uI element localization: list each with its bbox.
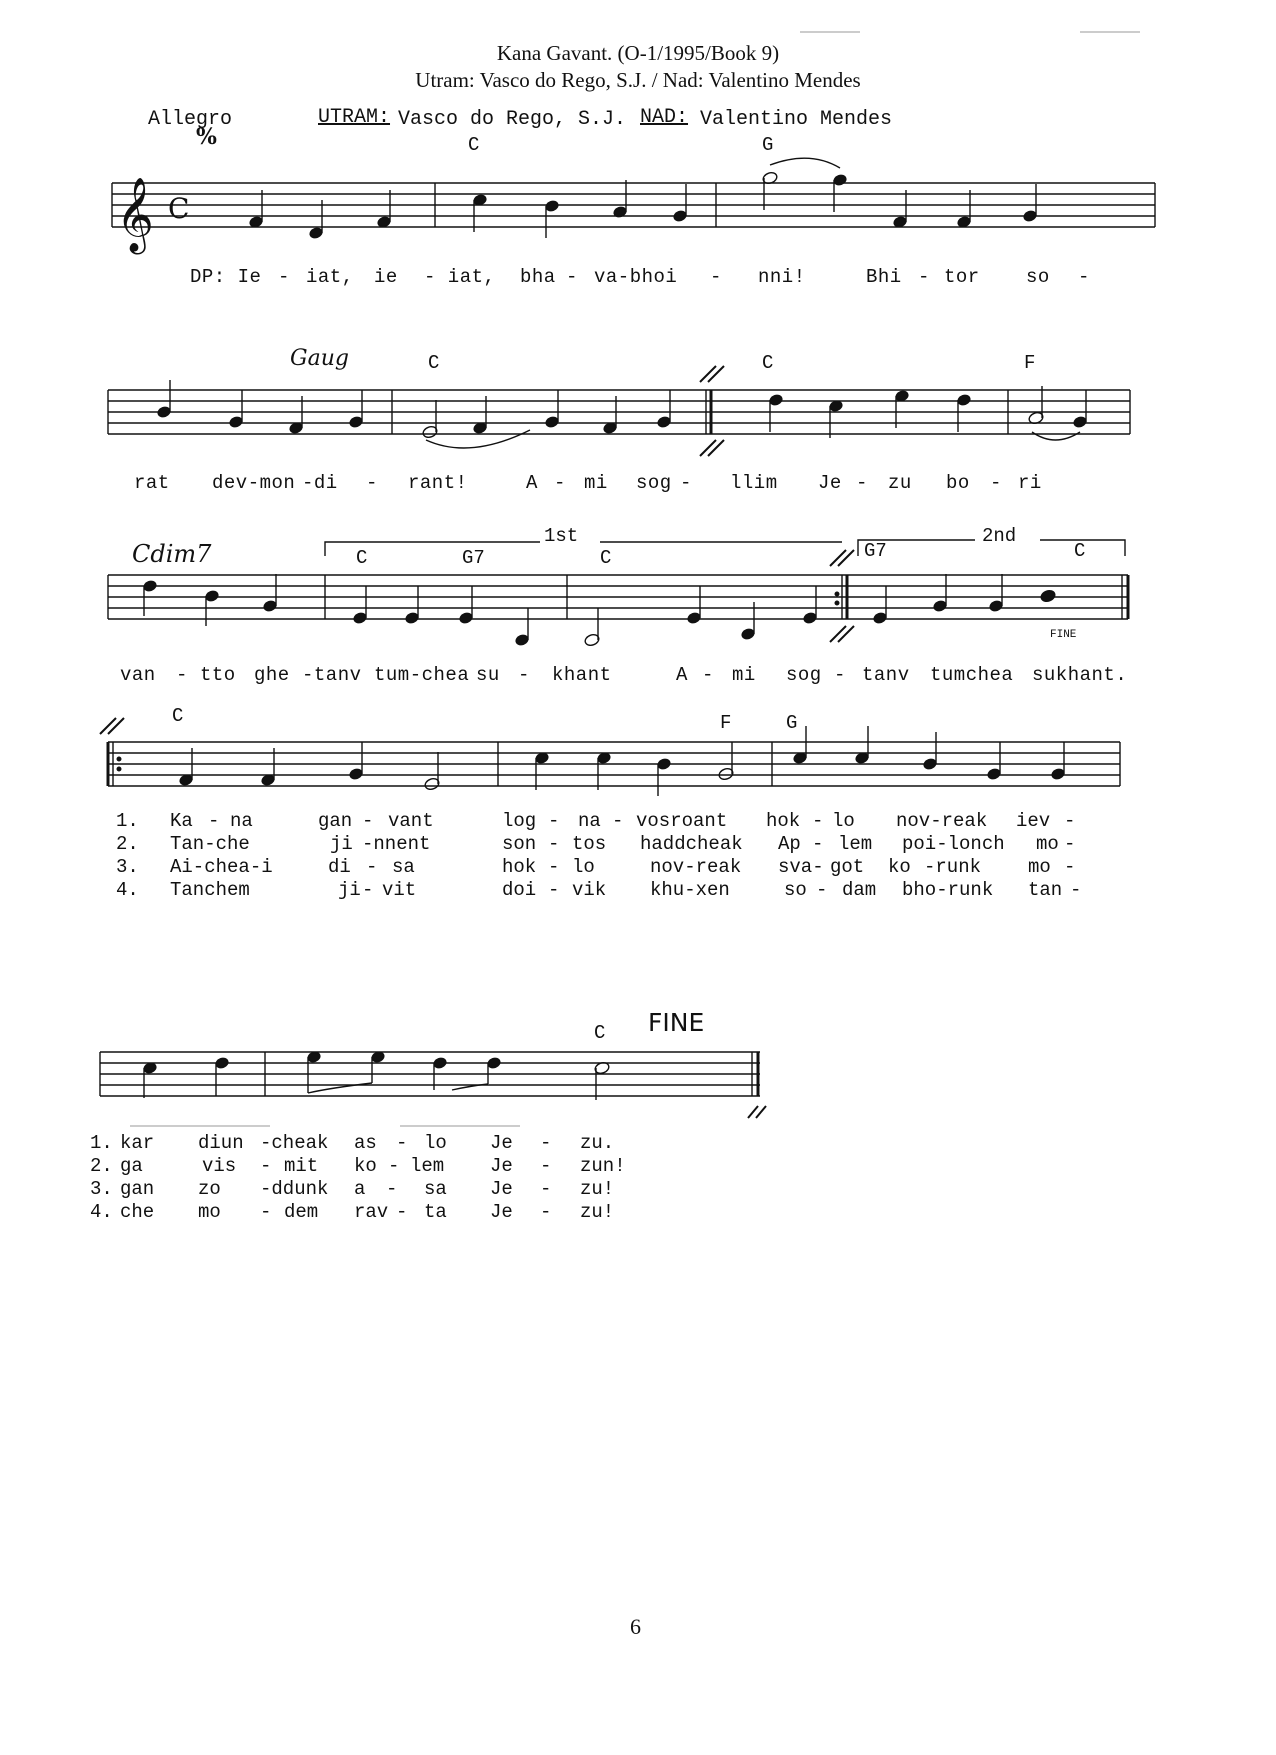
lyric-word: - iat, xyxy=(424,266,496,288)
notes-system-3 xyxy=(143,574,1056,647)
lyric-word: nov-reak xyxy=(650,856,742,878)
lyric-word: tto xyxy=(200,664,236,686)
lyric-word: so xyxy=(784,879,807,901)
lyric-word: mi xyxy=(732,664,756,686)
chord-symbol: C xyxy=(1074,540,1086,562)
lyric-word: -runk xyxy=(924,856,982,878)
verse-line-1 xyxy=(90,1132,790,1155)
tempo-marking: Allegro xyxy=(148,108,233,131)
lyric-word: mo xyxy=(198,1201,221,1223)
staff-system-1 xyxy=(112,183,1155,227)
lyric-word: - xyxy=(366,856,378,878)
lyric-word: iat, xyxy=(306,266,354,288)
lyric-word: mit xyxy=(284,1155,319,1177)
lyric-word: - xyxy=(680,472,692,494)
lyric-word: ji xyxy=(330,833,353,855)
lyric-word: - xyxy=(612,810,624,832)
lyric-word: - xyxy=(990,472,1002,494)
lyric-word: tan xyxy=(1028,879,1063,901)
lyric-word: haddcheak xyxy=(640,833,743,855)
lyric-word: lo xyxy=(572,856,595,878)
chord-symbol: G7 xyxy=(864,540,887,562)
lyric-word: - xyxy=(1064,810,1076,832)
page-number: 6 xyxy=(630,1614,641,1639)
lyric-word: ri xyxy=(1018,472,1042,494)
lyric-word: - xyxy=(812,810,824,832)
verse-number: 4. xyxy=(116,879,139,901)
lyric-word: Je xyxy=(490,1178,513,1200)
utram-label: UTRAM: xyxy=(318,106,391,129)
chord-symbol: F xyxy=(720,712,732,734)
lyric-word: - xyxy=(396,1201,408,1223)
lyric-word: as xyxy=(354,1132,377,1154)
lyric-word: Je xyxy=(490,1201,513,1223)
lyric-word: - xyxy=(278,266,290,288)
lyric-word: dev-mon xyxy=(212,472,296,494)
lyric-word: khu-xen xyxy=(650,879,730,901)
lyric-word: got xyxy=(830,856,865,878)
lyric-word: mo xyxy=(1036,833,1059,855)
lyric-word: - xyxy=(540,1155,552,1177)
lyric-word: - xyxy=(1078,266,1090,288)
lyric-word: vis xyxy=(202,1155,237,1177)
lyric-word: tor xyxy=(944,266,980,288)
lyric-word: Je xyxy=(490,1132,513,1154)
lyric-word: dem xyxy=(284,1201,319,1223)
lyric-word: Tan-che xyxy=(170,833,250,855)
lyric-word: - xyxy=(834,664,846,686)
lyric-word: - xyxy=(176,664,188,686)
lyric-word: zu! xyxy=(580,1201,615,1223)
lyric-word: diun xyxy=(198,1132,244,1154)
lyric-word: - xyxy=(816,879,828,901)
verse-line-1 xyxy=(116,810,1116,833)
lyric-word: -ddunk xyxy=(260,1178,329,1200)
lyric-word: -cheak xyxy=(260,1132,329,1154)
lyric-word: vit xyxy=(382,879,417,901)
lyric-word: - xyxy=(540,1132,552,1154)
verse-line-4 xyxy=(116,879,1116,902)
verses-system-5 xyxy=(90,1132,790,1228)
lyric-word: na xyxy=(230,810,253,832)
verse-number: 3. xyxy=(90,1178,113,1200)
lyric-word: - xyxy=(548,879,560,901)
lyric-word: lo xyxy=(832,810,855,832)
lyric-word: Bhi xyxy=(866,266,902,288)
staff-system-5 xyxy=(100,1052,760,1096)
lyric-word: bo xyxy=(946,472,970,494)
verses-system-4 xyxy=(116,810,1116,906)
lyric-word: DP: Ie xyxy=(190,266,262,288)
lyric-word: - xyxy=(518,664,530,686)
lyric-word: gan xyxy=(120,1178,155,1200)
fine-mark: FINE xyxy=(648,1008,705,1037)
lyric-word: nni! xyxy=(758,266,806,288)
lyric-word: lem xyxy=(410,1155,445,1177)
lyric-word: - xyxy=(362,810,374,832)
verse-line-2 xyxy=(90,1155,790,1178)
lyric-word: - xyxy=(1064,856,1076,878)
lyric-word: sukhant. xyxy=(1032,664,1128,686)
lyric-word: zu! xyxy=(580,1178,615,1200)
lyric-word: vosroant xyxy=(636,810,728,832)
lyric-word: - xyxy=(702,664,714,686)
lyric-word: van xyxy=(120,664,156,686)
utram-name: Vasco do Rego, S.J. xyxy=(398,108,627,131)
verse-number: 3. xyxy=(116,856,139,878)
lyric-word: ga xyxy=(120,1155,143,1177)
lyric-word: A xyxy=(526,472,538,494)
verse-number: 2. xyxy=(116,833,139,855)
verse-number: 4. xyxy=(90,1201,113,1223)
staff-system-4 xyxy=(108,742,1120,786)
lyric-word: tumchea xyxy=(930,664,1014,686)
chord-symbol: C xyxy=(594,1022,606,1044)
lyric-word: rant! xyxy=(408,472,468,494)
lyric-word: ji xyxy=(338,879,361,901)
lyric-word: log xyxy=(502,810,537,832)
lyric-word: ie xyxy=(374,266,398,288)
lyric-word: A xyxy=(676,664,688,686)
lyric-word: - xyxy=(554,472,566,494)
lyric-word: bha xyxy=(520,266,556,288)
lyric-word: - xyxy=(260,1155,272,1177)
second-ending-label: 2nd xyxy=(982,525,1017,547)
first-ending-label: 1st xyxy=(544,525,579,547)
lyric-word: dam xyxy=(842,879,877,901)
lyric-word: - xyxy=(710,266,722,288)
lyric-word: zu xyxy=(888,472,912,494)
segno-sign: % xyxy=(196,124,217,150)
nad-label: NAD: xyxy=(640,106,689,129)
chord-symbol-handwritten: Cdim7 xyxy=(132,540,212,568)
lyric-word: - xyxy=(566,266,578,288)
chord-symbol: G7 xyxy=(462,547,485,569)
lyric-word: - xyxy=(362,879,374,901)
lyric-word: Ka xyxy=(170,810,193,832)
lyric-word: - xyxy=(548,856,560,878)
svg-text:C: C xyxy=(168,192,190,225)
lyric-word: rav xyxy=(354,1201,389,1223)
verse-number: 1. xyxy=(90,1132,113,1154)
lyric-word: - xyxy=(540,1178,552,1200)
lyric-word: - xyxy=(260,1201,272,1223)
verse-number: 1. xyxy=(116,810,139,832)
chord-symbol: G xyxy=(786,712,798,734)
lyric-word: mo xyxy=(1028,856,1051,878)
lyric-word: bho-runk xyxy=(902,879,994,901)
lyric-word: - xyxy=(918,266,930,288)
lyric-word: mi xyxy=(584,472,608,494)
lyric-word: -nnent xyxy=(362,833,431,855)
lyric-word: poi-lonch xyxy=(902,833,1005,855)
lyric-word: hok xyxy=(766,810,801,832)
lyric-word: nov-reak xyxy=(896,810,988,832)
notes-system-5 xyxy=(143,1051,610,1100)
lyric-word: a xyxy=(354,1178,366,1200)
lyric-word: ta xyxy=(424,1201,447,1223)
lyric-word: - xyxy=(208,810,220,832)
lyric-word: sa xyxy=(424,1178,447,1200)
lyric-word: rat xyxy=(134,472,170,494)
lyric-word: Je xyxy=(818,472,842,494)
verse-number: 2. xyxy=(90,1155,113,1177)
lyric-word: - xyxy=(388,1155,400,1177)
lyric-word: - xyxy=(548,833,560,855)
lyric-word: - xyxy=(386,1178,398,1200)
staff-system-3 xyxy=(108,540,1128,619)
lyric-word: ko xyxy=(354,1155,377,1177)
verse-line-3 xyxy=(116,856,1116,879)
lyric-word: so xyxy=(1026,266,1050,288)
lyric-word: - xyxy=(366,472,378,494)
lyric-word: ko xyxy=(888,856,911,878)
chord-symbol: C xyxy=(172,705,184,727)
verse-line-4 xyxy=(90,1201,790,1224)
page-credits: Utram: Vasco do Rego, S.J. / Nad: Valentino Mendes xyxy=(415,68,861,92)
lyric-word: doi xyxy=(502,879,537,901)
lyric-word: gan xyxy=(318,810,353,832)
page-title: Kana Gavant. (O-1/1995/Book 9) xyxy=(496,41,780,65)
lyric-word: - xyxy=(1064,833,1076,855)
lyric-word: lem xyxy=(838,833,873,855)
fine-mark-small: FINE xyxy=(1050,629,1077,641)
chord-symbol: C xyxy=(600,547,612,569)
lyric-word: sa xyxy=(392,856,415,878)
verse-line-2 xyxy=(116,833,1116,856)
chord-symbol: F xyxy=(1024,352,1036,374)
lyric-word: Ap xyxy=(778,833,801,855)
lyric-word: -di xyxy=(302,472,338,494)
lyric-word: va-bhoi xyxy=(594,266,678,288)
lyric-word: kar xyxy=(120,1132,155,1154)
lyric-word: - xyxy=(1070,879,1082,901)
lyric-word: ghe xyxy=(254,664,290,686)
lyric-word: - xyxy=(396,1132,408,1154)
lyric-word: khant xyxy=(552,664,612,686)
lyric-word: zo xyxy=(198,1178,221,1200)
lyric-word: tanv xyxy=(862,664,910,686)
lyric-word: -tanv xyxy=(302,664,362,686)
lyric-word: zu. xyxy=(580,1132,615,1154)
lyric-word: zun! xyxy=(580,1155,626,1177)
lyric-word: Ai-chea-i xyxy=(170,856,273,878)
lyric-word: - xyxy=(540,1201,552,1223)
lyric-word: Tanchem xyxy=(170,879,250,901)
lyric-word: - xyxy=(812,833,824,855)
lyric-word: sva- xyxy=(778,856,824,878)
chord-symbol: G xyxy=(762,134,774,156)
lyric-word: iev xyxy=(1016,810,1051,832)
lyric-word: vik xyxy=(572,879,607,901)
chord-symbol: C xyxy=(762,352,774,374)
lyric-word: - xyxy=(548,810,560,832)
lyric-word: son xyxy=(502,833,537,855)
lyric-word: llim xyxy=(730,472,778,494)
lyric-word: su xyxy=(476,664,500,686)
lyric-word: che xyxy=(120,1201,155,1223)
lyric-word: lo xyxy=(424,1132,447,1154)
nad-name: Valentino Mendes xyxy=(700,108,893,131)
chord-symbol-handwritten: Gaug xyxy=(290,346,349,371)
lyric-word: sog xyxy=(636,472,672,494)
lyric-word: vant xyxy=(388,810,434,832)
chord-symbol: C xyxy=(428,352,440,374)
staff-system-2 xyxy=(108,390,1130,434)
notes-system-2 xyxy=(157,380,1087,439)
lyric-word: hok xyxy=(502,856,537,878)
lyric-word: - xyxy=(856,472,868,494)
lyric-word: tum-chea xyxy=(374,664,470,686)
chord-symbol: C xyxy=(356,547,368,569)
lyric-word: Je xyxy=(490,1155,513,1177)
lyric-word: sog xyxy=(786,664,822,686)
lyric-word: na xyxy=(578,810,601,832)
treble-clef-icon: 𝄞 xyxy=(116,178,154,252)
lyric-word: di xyxy=(328,856,351,878)
verse-line-3 xyxy=(90,1178,790,1201)
lyric-word: tos xyxy=(572,833,607,855)
chord-symbol: C xyxy=(468,134,480,156)
